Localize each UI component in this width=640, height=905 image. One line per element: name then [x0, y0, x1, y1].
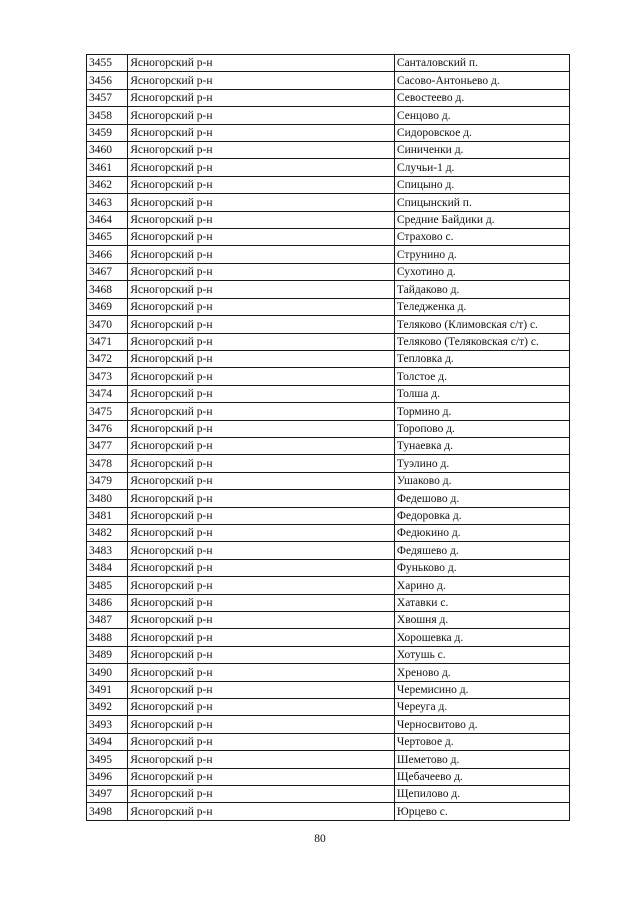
locality-cell: Федешово д.: [394, 490, 569, 507]
district-cell: Ясногорский р-н: [128, 263, 395, 280]
row-number-cell: 3478: [87, 455, 128, 472]
table-row: [87, 472, 570, 489]
row-number-cell: 3491: [87, 681, 128, 698]
row-number-cell: 3458: [87, 107, 128, 124]
row-number-cell: 3479: [87, 472, 128, 489]
locality-cell: Хатавки с.: [394, 594, 569, 611]
row-number-cell: 3493: [87, 716, 128, 733]
row-number-cell: 3482: [87, 524, 128, 541]
locality-cell: Толстое д.: [394, 368, 569, 385]
district-cell: Ясногорский р-н: [128, 664, 395, 681]
row-number-cell: 3483: [87, 542, 128, 559]
table-row: [87, 542, 570, 559]
row-number-cell: 3468: [87, 281, 128, 298]
row-number-cell: 3472: [87, 350, 128, 367]
row-number-cell: 3463: [87, 194, 128, 211]
table-row: [87, 159, 570, 176]
district-cell: Ясногорский р-н: [128, 803, 395, 820]
row-number-cell: 3485: [87, 577, 128, 594]
locality-cell: Харино д.: [394, 577, 569, 594]
district-cell: Ясногорский р-н: [128, 786, 395, 803]
locality-cell: Теляково (Теляковская с/т) с.: [394, 333, 569, 350]
row-number-cell: 3475: [87, 403, 128, 420]
locality-cell: Федоровка д.: [394, 507, 569, 524]
locality-cell: Чертовое д.: [394, 733, 569, 750]
table-row: [87, 107, 570, 124]
row-number-cell: 3470: [87, 316, 128, 333]
row-number-cell: 3496: [87, 768, 128, 785]
table-row: [87, 316, 570, 333]
row-number-cell: 3462: [87, 176, 128, 193]
table-row: [87, 420, 570, 437]
locality-cell: Страхово с.: [394, 229, 569, 246]
table-row: [87, 403, 570, 420]
table-row: [87, 594, 570, 611]
row-number-cell: 3471: [87, 333, 128, 350]
row-number-cell: 3461: [87, 159, 128, 176]
locality-cell: Хвошня д.: [394, 612, 569, 629]
table-row: [87, 664, 570, 681]
locality-cell: Щебачеево д.: [394, 768, 569, 785]
district-cell: Ясногорский р-н: [128, 316, 395, 333]
locality-cell: Тунаевка д.: [394, 437, 569, 454]
district-cell: Ясногорский р-н: [128, 229, 395, 246]
table-row: [87, 194, 570, 211]
table-row: [87, 437, 570, 454]
locality-cell: Шеметово д.: [394, 751, 569, 768]
locality-cell: Ушаково д.: [394, 472, 569, 489]
district-cell: Ясногорский р-н: [128, 472, 395, 489]
table-row: [87, 699, 570, 716]
locality-cell: Тепловка д.: [394, 350, 569, 367]
locality-cell: Теляково (Климовская с/т) с.: [394, 316, 569, 333]
locality-cell: Средние Байдики д.: [394, 211, 569, 228]
row-number-cell: 3474: [87, 385, 128, 402]
district-cell: Ясногорский р-н: [128, 594, 395, 611]
table-row: [87, 507, 570, 524]
row-number-cell: 3495: [87, 751, 128, 768]
district-cell: Ясногорский р-н: [128, 194, 395, 211]
row-number-cell: 3469: [87, 298, 128, 315]
row-number-cell: 3456: [87, 72, 128, 89]
row-number-cell: 3492: [87, 699, 128, 716]
locality-cell: Тормино д.: [394, 403, 569, 420]
table-row: [87, 142, 570, 159]
table-row: [87, 298, 570, 315]
table-row: [87, 72, 570, 89]
district-cell: Ясногорский р-н: [128, 176, 395, 193]
table-row: [87, 333, 570, 350]
row-number-cell: 3497: [87, 786, 128, 803]
locality-cell: Спицыно д.: [394, 176, 569, 193]
row-number-cell: 3460: [87, 142, 128, 159]
district-cell: Ясногорский р-н: [128, 368, 395, 385]
table-row: [87, 768, 570, 785]
table-row: [87, 89, 570, 106]
row-number-cell: 3486: [87, 594, 128, 611]
district-cell: Ясногорский р-н: [128, 768, 395, 785]
row-number-cell: 3457: [87, 89, 128, 106]
district-cell: Ясногорский р-н: [128, 385, 395, 402]
locality-cell: Юрцево с.: [394, 803, 569, 820]
locality-cell: Черемисино д.: [394, 681, 569, 698]
locality-cell: Спицынский п.: [394, 194, 569, 211]
row-number-cell: 3473: [87, 368, 128, 385]
district-cell: Ясногорский р-н: [128, 403, 395, 420]
district-cell: Ясногорский р-н: [128, 733, 395, 750]
district-cell: Ясногорский р-н: [128, 699, 395, 716]
district-cell: Ясногорский р-н: [128, 420, 395, 437]
locality-cell: Тайдаково д.: [394, 281, 569, 298]
row-number-cell: 3477: [87, 437, 128, 454]
table-row: [87, 350, 570, 367]
locality-cell: Сенцово д.: [394, 107, 569, 124]
table-row: [87, 559, 570, 576]
district-cell: Ясногорский р-н: [128, 716, 395, 733]
district-cell: Ясногорский р-н: [128, 577, 395, 594]
district-cell: Ясногорский р-н: [128, 629, 395, 646]
row-number-cell: 3498: [87, 803, 128, 820]
row-number-cell: 3464: [87, 211, 128, 228]
locality-cell: Торопово д.: [394, 420, 569, 437]
locality-cell: Случьи-1 д.: [394, 159, 569, 176]
row-number-cell: 3488: [87, 629, 128, 646]
district-cell: Ясногорский р-н: [128, 281, 395, 298]
locality-cell: Хреново д.: [394, 664, 569, 681]
table-row: [87, 577, 570, 594]
row-number-cell: 3489: [87, 646, 128, 663]
table-row: [87, 490, 570, 507]
locality-cell: Синиченки д.: [394, 142, 569, 159]
locality-cell: Фуньково д.: [394, 559, 569, 576]
district-cell: Ясногорский р-н: [128, 681, 395, 698]
locality-cell: Сасово-Антоньево д.: [394, 72, 569, 89]
locality-cell: Теледженка д.: [394, 298, 569, 315]
locality-cell: Щепилово д.: [394, 786, 569, 803]
district-cell: Ясногорский р-н: [128, 524, 395, 541]
district-cell: Ясногорский р-н: [128, 142, 395, 159]
district-cell: Ясногорский р-н: [128, 107, 395, 124]
table-row: [87, 733, 570, 750]
table-row: [87, 612, 570, 629]
row-number-cell: 3466: [87, 246, 128, 263]
district-cell: Ясногорский р-н: [128, 455, 395, 472]
district-cell: Ясногорский р-н: [128, 612, 395, 629]
row-number-cell: 3476: [87, 420, 128, 437]
locality-cell: Санталовский п.: [394, 55, 569, 72]
locality-cell: Хотушь с.: [394, 646, 569, 663]
table-row: [87, 455, 570, 472]
district-cell: Ясногорский р-н: [128, 246, 395, 263]
locality-cell: Сидоровское д.: [394, 124, 569, 141]
locality-cell: Севостеево д.: [394, 89, 569, 106]
district-cell: Ясногорский р-н: [128, 298, 395, 315]
localities-table: [86, 54, 570, 821]
table-row: [87, 368, 570, 385]
district-cell: Ясногорский р-н: [128, 89, 395, 106]
table-row: [87, 786, 570, 803]
locality-cell: Черносвитово д.: [394, 716, 569, 733]
district-cell: Ясногорский р-н: [128, 490, 395, 507]
district-cell: Ясногорский р-н: [128, 159, 395, 176]
locality-cell: Череуга д.: [394, 699, 569, 716]
table-row: [87, 211, 570, 228]
table-row: [87, 646, 570, 663]
row-number-cell: 3459: [87, 124, 128, 141]
district-cell: Ясногорский р-н: [128, 437, 395, 454]
locality-cell: Струнино д.: [394, 246, 569, 263]
locality-cell: Хорошевка д.: [394, 629, 569, 646]
locality-cell: Сухотино д.: [394, 263, 569, 280]
table-row: [87, 803, 570, 820]
table-row: [87, 55, 570, 72]
district-cell: Ясногорский р-н: [128, 124, 395, 141]
locality-cell: Федяшево д.: [394, 542, 569, 559]
locality-cell: Толша д.: [394, 385, 569, 402]
row-number-cell: 3494: [87, 733, 128, 750]
row-number-cell: 3487: [87, 612, 128, 629]
row-number-cell: 3455: [87, 55, 128, 72]
table-row: [87, 751, 570, 768]
table-row: [87, 246, 570, 263]
row-number-cell: 3484: [87, 559, 128, 576]
row-number-cell: 3467: [87, 263, 128, 280]
table-row: [87, 176, 570, 193]
district-cell: Ясногорский р-н: [128, 646, 395, 663]
district-cell: Ясногорский р-н: [128, 542, 395, 559]
row-number-cell: 3481: [87, 507, 128, 524]
row-number-cell: 3465: [87, 229, 128, 246]
district-cell: Ясногорский р-н: [128, 72, 395, 89]
district-cell: Ясногорский р-н: [128, 211, 395, 228]
table-row: [87, 385, 570, 402]
table-row: [87, 629, 570, 646]
table-row: [87, 263, 570, 280]
table-body: [87, 55, 570, 821]
table-row: [87, 716, 570, 733]
table-row: [87, 681, 570, 698]
table-row: [87, 281, 570, 298]
page-number: 80: [314, 833, 326, 845]
locality-cell: Федюкино д.: [394, 524, 569, 541]
row-number-cell: 3480: [87, 490, 128, 507]
table-row: [87, 124, 570, 141]
district-cell: Ясногорский р-н: [128, 55, 395, 72]
district-cell: Ясногорский р-н: [128, 751, 395, 768]
table-row: [87, 229, 570, 246]
locality-cell: Туэлино д.: [394, 455, 569, 472]
table-row: [87, 524, 570, 541]
district-cell: Ясногорский р-н: [128, 350, 395, 367]
district-cell: Ясногорский р-н: [128, 559, 395, 576]
row-number-cell: 3490: [87, 664, 128, 681]
district-cell: Ясногорский р-н: [128, 507, 395, 524]
district-cell: Ясногорский р-н: [128, 333, 395, 350]
